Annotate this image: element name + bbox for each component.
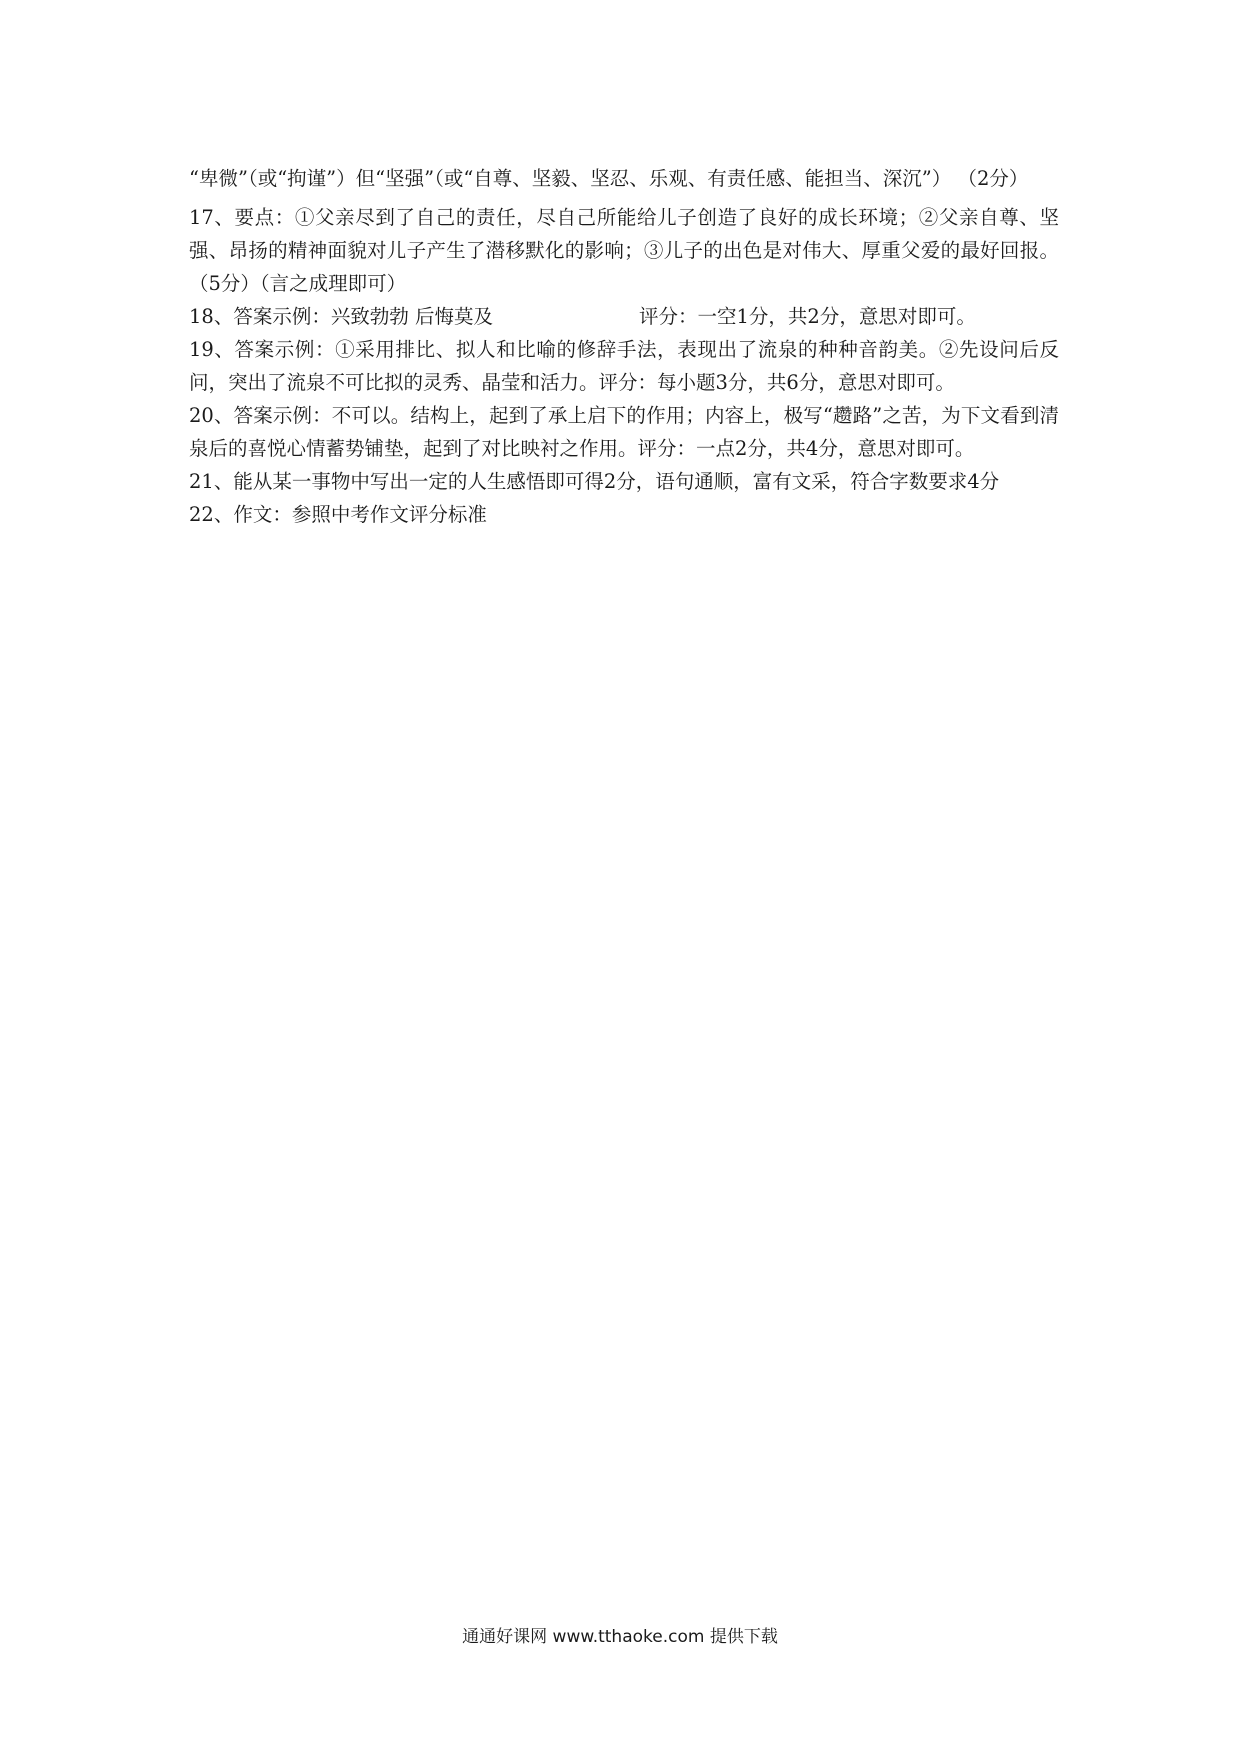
answer-18 (189, 300, 1059, 333)
answer-18-text: 18、答案示例：兴致勃勃 后悔莫及 (189, 305, 494, 328)
answer-22: 22、作文：参照中考作文评分标准 (189, 503, 487, 526)
answer-key-content (189, 160, 1059, 531)
answer-19: 19、答案示例：①采用排比、拟人和比喻的修辞手法，表现出了流泉的种种音韵美。②先设问后反问，突出了流泉不可比拟的灵秀、晶莹和活力。评分：每小题3分，共6分，意思对即可。 (189, 338, 1059, 394)
page-footer: 通通好课网 www.tthaoke.com 提供下载 (462, 1627, 778, 1647)
answer-21: 21、能从某一事物中写出一定的人生感悟即可得2分，语句通顺，富有文采，符合字数要求4分 (189, 470, 1000, 493)
answer-17: 17、要点：①父亲尽到了自己的责任，尽自己所能给儿子创造了良好的成长环境；②父亲自尊、坚强、昂扬的精神面貌对儿子产生了潜移默化的影响；③儿子的出色是对伟大、厚重父爱的最好回报。（5分）（言之成理即可） (189, 206, 1059, 295)
answer-16-continuation: “卑微”（或“拘谨”）但“坚强”（或“自尊、坚毅、坚忍、乐观、有责任感、能担当、深沉”） （2分） (189, 167, 1029, 190)
answer-18-score: 评分：一空1分，共2分，意思对即可。 (639, 305, 976, 328)
answer-20: 20、答案示例：不可以。结构上，起到了承上启下的作用；内容上，极写“趱路”之苦，为下文看到清泉后的喜悦心情蓄势铺垫，起到了对比映衬之作用。评分：一点2分，共4分，意思对即可。 (189, 404, 1059, 460)
